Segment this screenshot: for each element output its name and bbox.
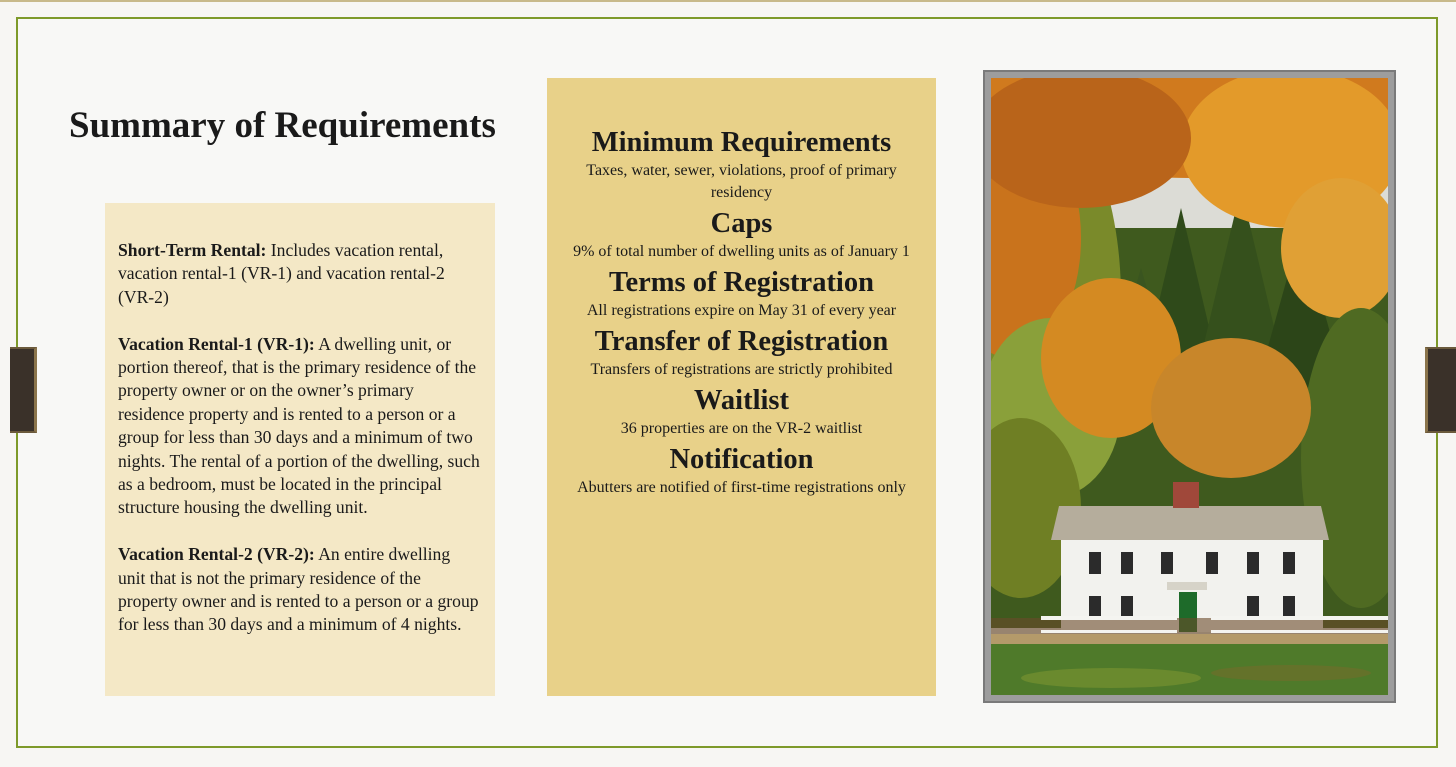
house-photo: [991, 78, 1388, 695]
photo-frame: [983, 70, 1396, 703]
requirement-detail: Taxes, water, sewer, violations, proof of primary residency: [586, 162, 897, 201]
definition-short-term-rental: [118, 239, 481, 309]
requirement-terms: [559, 266, 924, 322]
definition-text: A dwelling unit, or portion thereof, that is the primary residence of the property owner or on the owner’s primary residence property and is rented to a person or a group for less than 30 days and a minimum of two nights. The rental of a portion of the dwelling, such as a bedroom, must be located in the principal structure housing the dwelling unit.: [118, 333, 480, 518]
requirements-box: [547, 78, 936, 696]
definition-text: An entire dwelling unit that is not the primary residence of the property owner and is rented to a person or a group for less than 30 days and a minimum of 4 nights.: [118, 544, 479, 635]
requirement-heading: Notification: [669, 444, 814, 475]
requirement-heading: Minimum Requirements: [591, 127, 892, 158]
requirement-heading: Waitlist: [693, 385, 789, 416]
requirement-heading: Caps: [710, 208, 773, 239]
requirement-detail: 9% of total number of dwelling units as of January 1: [573, 243, 910, 260]
definition-vr2: [118, 543, 481, 637]
requirement-heading: Transfer of Registration: [594, 326, 889, 357]
slide-title: Summary of Requirements: [69, 105, 496, 146]
house-illustration: [991, 78, 1388, 695]
requirement-detail: Abutters are notified of first-time registrations only: [577, 479, 906, 496]
requirement-detail: 36 properties are on the VR-2 waitlist: [620, 420, 863, 437]
requirement-detail: Transfers of registrations are strictly prohibited: [590, 361, 893, 378]
requirement-detail: All registrations expire on May 31 of every year: [586, 302, 897, 319]
definition-term: Short-Term Rental:: [118, 240, 267, 260]
requirement-heading: Terms of Registration: [609, 267, 874, 298]
top-rule: [0, 0, 1456, 2]
requirement-waitlist: [559, 384, 924, 440]
requirement-caps: [559, 207, 924, 263]
requirement-notification: [559, 443, 924, 499]
definitions-box: [105, 203, 495, 696]
requirement-transfer: [559, 325, 924, 381]
definition-vr1: [118, 333, 481, 520]
left-edge-tab: [10, 347, 37, 433]
definition-text: Includes vacation rental, vacation rental-1 (VR-1) and vacation rental-2 (VR-2): [118, 240, 445, 307]
definition-term: Vacation Rental-2 (VR-2):: [118, 544, 315, 565]
definition-term: Vacation Rental-1 (VR-1):: [118, 333, 315, 354]
requirement-minimum: [559, 126, 924, 204]
right-edge-tab: [1425, 347, 1456, 433]
